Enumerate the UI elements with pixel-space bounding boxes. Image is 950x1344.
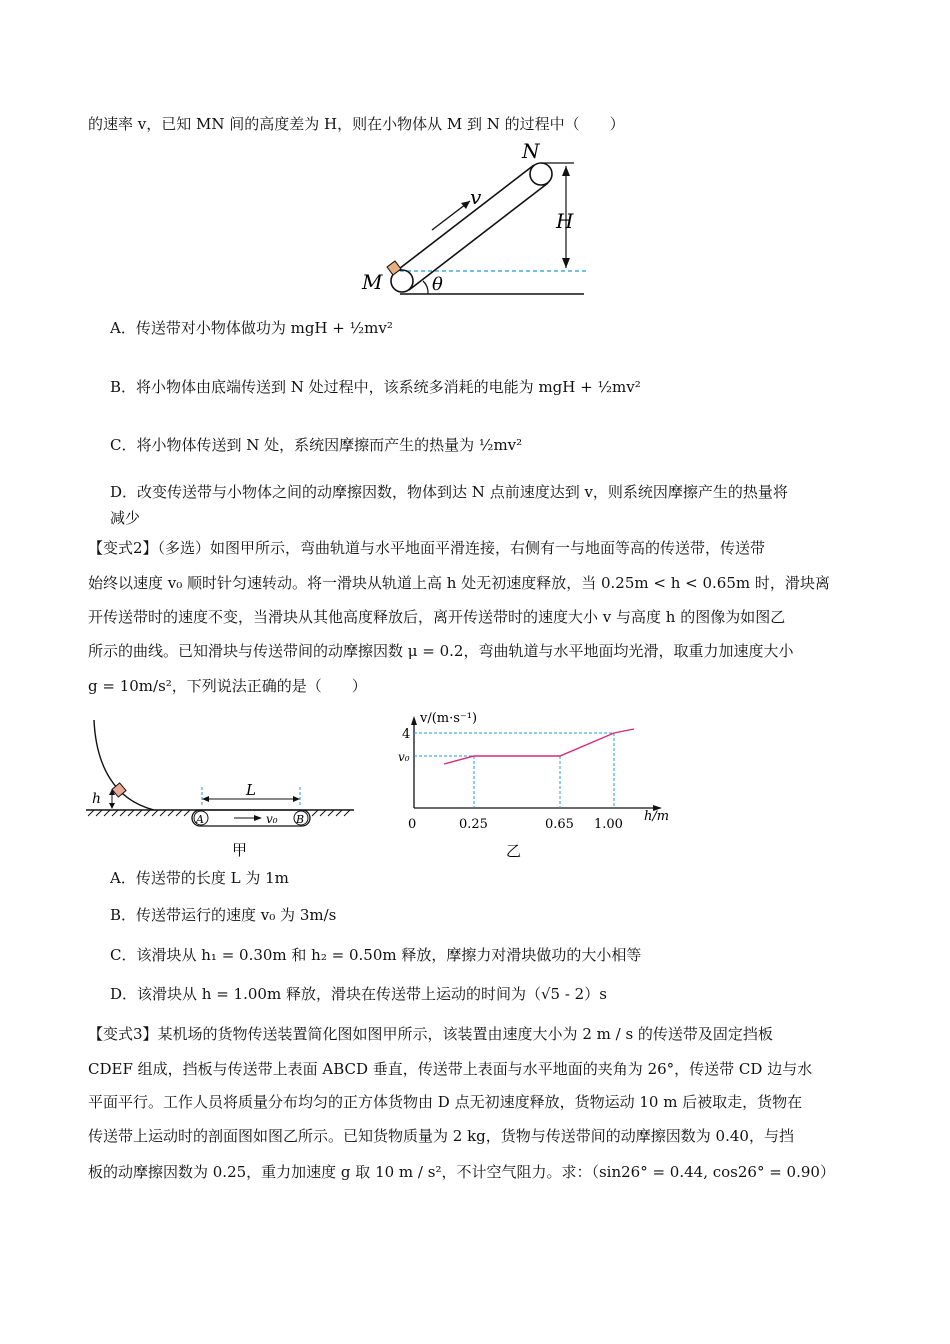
q3-line-1: 【变式3】某机场的货物传送装置简化图如图甲所示，该装置由速度大小为 2 m / s 的传送带及固定挡板 — [88, 1025, 773, 1043]
q2-option-b: B．传送带运行的速度 v₀ 为 3m/s — [110, 906, 337, 924]
incline-conveyor-figure — [360, 138, 600, 298]
q3-line-4: 传送带上运动时的剖面图如图乙所示。已知货物质量为 2 kg，货物与传送带间的动摩擦因数为 0.40，与挡 — [88, 1127, 794, 1145]
q1-option-c: C．将小物体传送到 N 处，系统因摩擦而产生的热量为 ½mv² — [110, 436, 523, 454]
y-axis-label: v/(m·s⁻¹) — [420, 711, 478, 726]
label-M: M — [362, 270, 383, 294]
label-B: B — [296, 813, 305, 826]
label-L: L — [246, 781, 256, 799]
label-h: h — [92, 791, 102, 807]
x-axis-label: h/m — [644, 809, 670, 824]
x-tick-0: 0 — [408, 817, 417, 832]
q2-line-2: 始终以速度 v₀ 顺时针匀速转动。将一滑块从轨道上高 h 处无初速度释放，当 0.25m < h < 0.65m 时，滑块离 — [88, 574, 830, 592]
label-A: A — [196, 813, 204, 826]
q3-line-5: 板的动摩擦因数为 0.25，重力加速度 g 取 10 m / s²，不计空气阻力。求：（sin26° = 0.44, cos26° = 0.90） — [88, 1163, 835, 1181]
x-tick-065: 0.65 — [545, 817, 574, 832]
q3-line-2: CDEF 组成，挡板与传送带上表面 ABCD 垂直，传送带上表面与水平地面的夹角为 26°，传送带 CD 边与水 — [88, 1060, 813, 1078]
label-v: v — [470, 185, 482, 209]
x-tick-025: 0.25 — [459, 817, 488, 832]
q2-line-1: 【变式2】（多选）如图甲所示，弯曲轨道与水平地面平滑连接，右侧有一与地面等高的传送带，传送带 — [88, 539, 766, 557]
q2-line-3: 开传送带时的速度不变，当滑块从其他高度释放后，离开传送带时的速度大小 v 与高度 h 的图像为如图乙 — [88, 608, 786, 626]
y-tick-4: 4 — [402, 727, 411, 742]
q2-option-c: C．该滑块从 h₁ = 0.30m 和 h₂ = 0.50m 释放，摩擦力对滑块做功的大小相等 — [110, 946, 642, 964]
q1-intro: 的速率 v，已知 MN 间的高度差为 H，则在小物体从 M 到 N 的过程中（ ） — [88, 115, 625, 133]
q2-option-d: D．该滑块从 h = 1.00m 释放，滑块在传送带上运动的时间为（√5 - 2）s — [110, 985, 607, 1003]
q1-option-a: A．传送带对小物体做功为 mgH + ½mv² — [110, 319, 393, 337]
figure-yi — [368, 710, 678, 860]
x-tick-100: 1.00 — [594, 817, 623, 832]
label-H: H — [556, 209, 574, 233]
label-v0: v₀ — [266, 812, 278, 826]
caption-yi: 乙 — [506, 842, 522, 860]
caption-jia: 甲 — [232, 841, 248, 859]
q2-line-4: 所示的曲线。已知滑块与传送带间的动摩擦因数 μ = 0.2，弯曲轨道与水平地面均光滑，取重力加速度大小 — [88, 642, 794, 660]
q1-option-d-cont: 减少 — [110, 509, 141, 527]
q2-option-a: A．传送带的长度 L 为 1m — [110, 869, 289, 887]
q2-line-5: g = 10m/s²，下列说法正确的是（ ） — [88, 677, 367, 695]
q3-line-3: 平面平行。工作人员将质量分布均匀的正方体货物由 D 点无初速度释放，货物运动 10 m 后被取走，货物在 — [88, 1093, 803, 1111]
label-theta: θ — [432, 274, 443, 295]
figure-jia — [84, 715, 364, 865]
y-tick-v0: v₀ — [398, 750, 410, 764]
q1-option-d: D．改变传送带与小物体之间的动摩擦因数，物体到达 N 点前速度达到 v，则系统因摩擦产生的热量将 — [110, 483, 788, 501]
q1-option-b: B．将小物体由底端传送到 N 处过程中，该系统多消耗的电能为 mgH + ½mv² — [110, 378, 641, 396]
label-N: N — [522, 139, 540, 163]
